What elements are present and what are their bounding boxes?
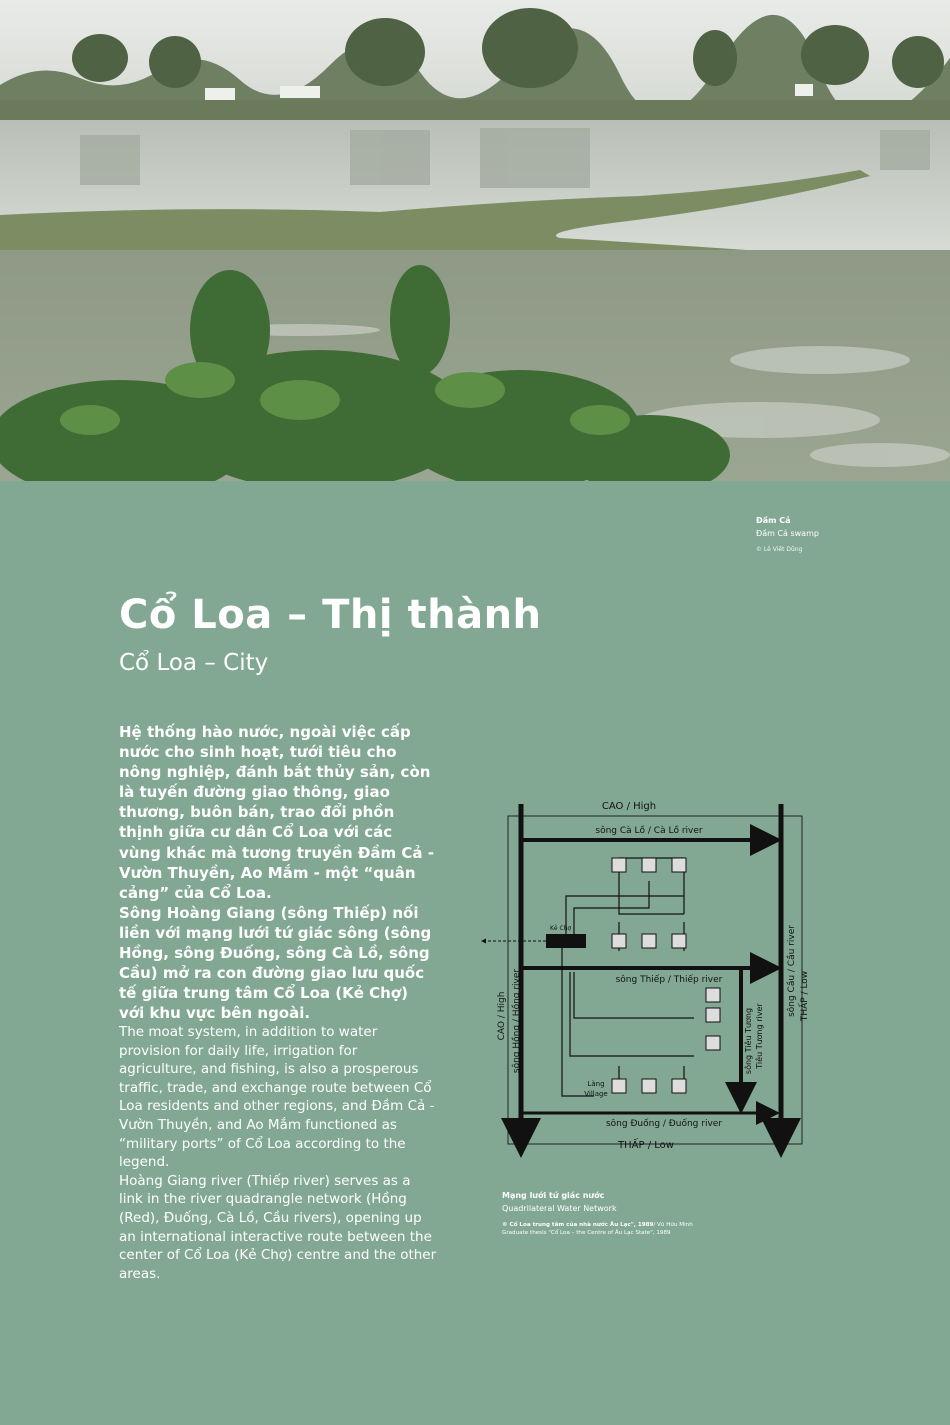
hero-photo	[0, 0, 950, 481]
river-tieu-tuong-en-label: Tiêu Tương river	[755, 1003, 764, 1069]
photo-caption-title: Đầm Cả	[756, 516, 791, 525]
photo-caption-credit: © Lê Viết Dũng	[756, 546, 803, 553]
photo-caption-subtitle: Đầm Cả swamp	[756, 529, 819, 538]
ke-cho-label: Kẻ Chợ	[550, 925, 572, 932]
diagram-caption	[502, 1190, 762, 1237]
diagram-right-label: THẤP / Low	[800, 970, 810, 1022]
vi-paragraph: Hệ thống hào nước, ngoài việc cấp nước cho sinh hoạt, tưới tiêu cho nông nghiệp, đánh bắt thủy sản, còn là tuyến đường giao thông, giao thương, buôn bán, trao đổi phồn thịnh giữa cư dân Cổ Loa với các vùng khác mà tương truyền Đầm Cả - Vườn Thuyền, Ao Mắm - một “quân cảng” của Cổ Loa.	[119, 723, 434, 902]
river-hong-label: sông Hồng / Hồng river	[512, 968, 522, 1074]
page-title: Cổ Loa – Thị thành	[119, 592, 542, 638]
page-subtitle: Cổ Loa – City	[119, 650, 269, 676]
vietnamese-body-text	[119, 722, 437, 1023]
vi-paragraph: Sông Hoàng Giang (sông Thiếp) nối liền với mạng lưới tứ giác sông (sông Hồng, sông Đuống, sông Cà Lồ, sông Cầu) mở ra con đường giao lưu quốc tế giữa trung tâm Cổ Loa (Kẻ Chợ) với khu vực bên ngoài.	[119, 903, 432, 1023]
photo-caption	[756, 515, 936, 555]
swamp-landscape-image	[0, 0, 950, 481]
river-ca-lo-label: sông Cà Lồ / Cà Lồ river	[595, 826, 703, 836]
village-label: Làng	[587, 1080, 605, 1088]
diagram-credit-thesis: Graduate thesis "Cổ Loa – the Centre of Âu Lạc State", 1989	[502, 1230, 671, 1236]
diagram-credit-source: © Cổ Loa trung tâm của nhà nước Âu Lạc", 1989	[502, 1222, 654, 1228]
river-tieu-tuong-label: sông Tiêu Tương	[744, 1007, 753, 1075]
diagram-caption-title: Mạng lưới tứ giác nước	[502, 1191, 605, 1200]
english-body-text	[119, 1023, 437, 1283]
en-paragraph: Hoàng Giang river (Thiếp river) serves as a link in the river quadrangle network (Hồng (Red), Đuống, Cà Lồ, Cầu rivers), opening up an international interactive route between the center of Cổ Loa (Kẻ Chợ) centre and the other areas.	[119, 1172, 437, 1282]
river-thiep-label: sông Thiếp / Thiếp river	[615, 975, 723, 985]
diagram-top-label: CAO / High	[601, 801, 657, 812]
diagram-bottom-label: THẤP / Low	[618, 1140, 674, 1151]
diagram-left-label: CAO / High	[497, 991, 507, 1041]
diagram-caption-subtitle: Quadrilateral Water Network	[502, 1204, 617, 1213]
diagram-caption-credit	[502, 1221, 762, 1237]
en-paragraph: The moat system, in addition to water provision for daily life, irrigation for agriculture, and fishing, is also a prosperous traffic, trade, and exchange route between Cổ Loa residents and other regions, and Đầm Cả - Vườn Thuyền, and Ao Mắm functioned as “military ports” of Cổ Loa according to the legend.	[119, 1024, 435, 1171]
river-cau-label: sông Cầu / Cầu river	[787, 925, 797, 1017]
village-label-en: Village	[584, 1090, 608, 1098]
diagram-credit-author: / Vũ Hữu Minh	[653, 1222, 693, 1228]
water-network-diagram	[474, 796, 810, 1160]
water-network-svg	[474, 796, 810, 1160]
river-duong-label: sông Đuống / Đuống river	[605, 1119, 723, 1129]
